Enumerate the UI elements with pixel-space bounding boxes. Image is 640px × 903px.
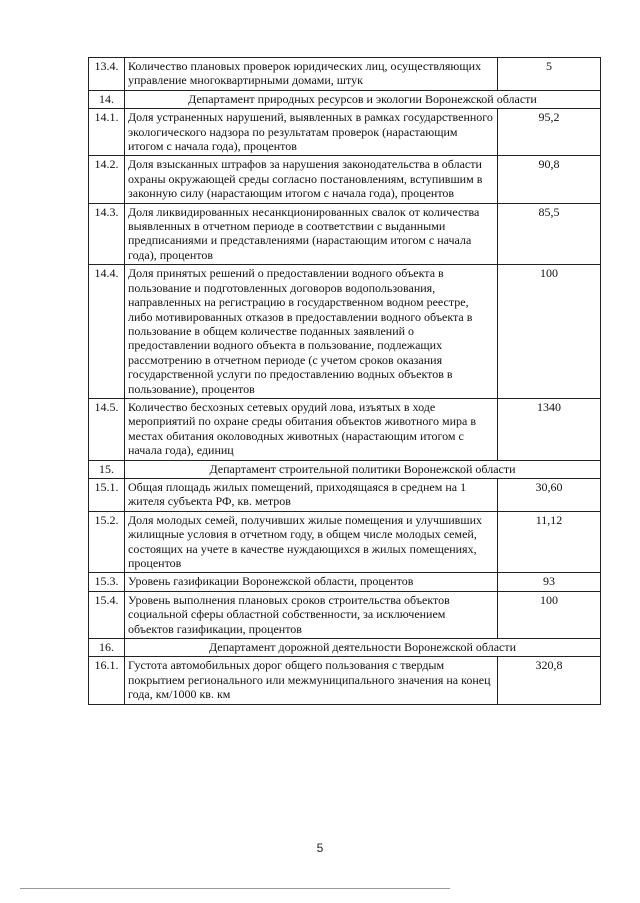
department-name: Департамент строительной политики Воронежской области [125,460,601,478]
indicator-description: Доля ликвидированных несанкционированных свалок от количества выявленных в отчетном периоде в соответствии с выданными предписаниями и представлениями (нарастающим итогом с начала года), процентов [125,203,498,265]
indicator-row [89,58,601,91]
page-number: 5 [316,841,324,855]
indicator-description: Доля молодых семей, получивших жилые помещения и улучшивших жилищные условия в отчетном году, в общем числе молодых семей, состоящих на учете в качестве нуждающихся в жилых помещениях, процентов [125,511,498,573]
indicator-value: 5 [498,58,601,91]
department-name: Департамент природных ресурсов и экологии Воронежской области [125,90,601,108]
indicator-row [89,203,601,265]
indicator-row [89,591,601,638]
row-number: 14.4. [89,265,125,399]
indicator-value: 11,12 [498,511,601,573]
indicator-description: Густота автомобильных дорог общего пользования с твердым покрытием регионального или межмуниципального значения на конец года, км/1000 кв. км [125,657,498,704]
department-header-row [89,90,601,108]
indicator-value: 100 [498,265,601,399]
row-number: 15.4. [89,591,125,638]
indicator-description: Уровень выполнения плановых сроков строительства объектов социальной сферы областной собственности, за исключением объектов газификации, процентов [125,591,498,638]
row-number: 14.5. [89,398,125,460]
department-header-row [89,460,601,478]
indicator-description: Доля устраненных нарушений, выявленных в рамках государственного экологического надзора по результатам проверок (нарастающим итогом с начала года), процентов [125,109,498,156]
indicator-value: 90,8 [498,156,601,203]
indicator-value: 1340 [498,398,601,460]
row-number: 14.2. [89,156,125,203]
indicator-row [89,478,601,511]
indicator-row [89,398,601,460]
row-number: 16. [89,639,125,657]
indicators-table-body [89,58,601,705]
row-number: 14. [89,90,125,108]
row-number: 16.1. [89,657,125,704]
indicator-row [89,657,601,704]
indicator-description: Общая площадь жилых помещений, приходящаяся в среднем на 1 жителя субъекта РФ, кв. метров [125,478,498,511]
indicator-value: 30,60 [498,478,601,511]
row-number: 15.3. [89,573,125,591]
indicator-description: Количество бесхозных сетевых орудий лова, изъятых в ходе мероприятий по охране среды обитания объектов животного мира в местах обитания околоводных животных (нарастающим итогом с начала года), единиц [125,398,498,460]
indicator-description: Доля взысканных штрафов за нарушения законодательства в области охраны окружающей среды согласно постановлениям, вступившим в законную силу (нарастающим итогом с начала года), процентов [125,156,498,203]
row-number: 15. [89,460,125,478]
row-number: 14.3. [89,203,125,265]
indicator-description: Количество плановых проверок юридических лиц, осуществляющих управление многоквартирными домами, штук [125,58,498,91]
row-number: 15.1. [89,478,125,511]
indicators-table [88,57,601,705]
row-number: 13.4. [89,58,125,91]
bottom-divider [20,888,450,889]
indicator-value: 85,5 [498,203,601,265]
row-number: 15.2. [89,511,125,573]
indicator-value: 95,2 [498,109,601,156]
department-name: Департамент дорожной деятельности Воронежской области [125,639,601,657]
row-number: 14.1. [89,109,125,156]
indicator-description: Доля принятых решений о предоставлении водного объекта в пользование и подготовленных договоров водопользования, направленных на регистрацию в государственном водном реестре, либо мотивированных отказов в предоставлении водного объекта в пользование в общем количестве поданных заявлений о предоставлении водного объекта в пользование, подлежащих рассмотрению в отчетном периоде (с учетом сроков оказания государственной услуги по предоставлению водных объектов в пользование), процентов [125,265,498,399]
department-header-row [89,639,601,657]
indicator-row [89,573,601,591]
indicator-row [89,265,601,399]
indicator-description: Уровень газификации Воронежской области, процентов [125,573,498,591]
indicator-row [89,156,601,203]
indicator-value: 93 [498,573,601,591]
indicator-value: 320,8 [498,657,601,704]
indicator-row [89,109,601,156]
indicator-value: 100 [498,591,601,638]
indicator-row [89,511,601,573]
